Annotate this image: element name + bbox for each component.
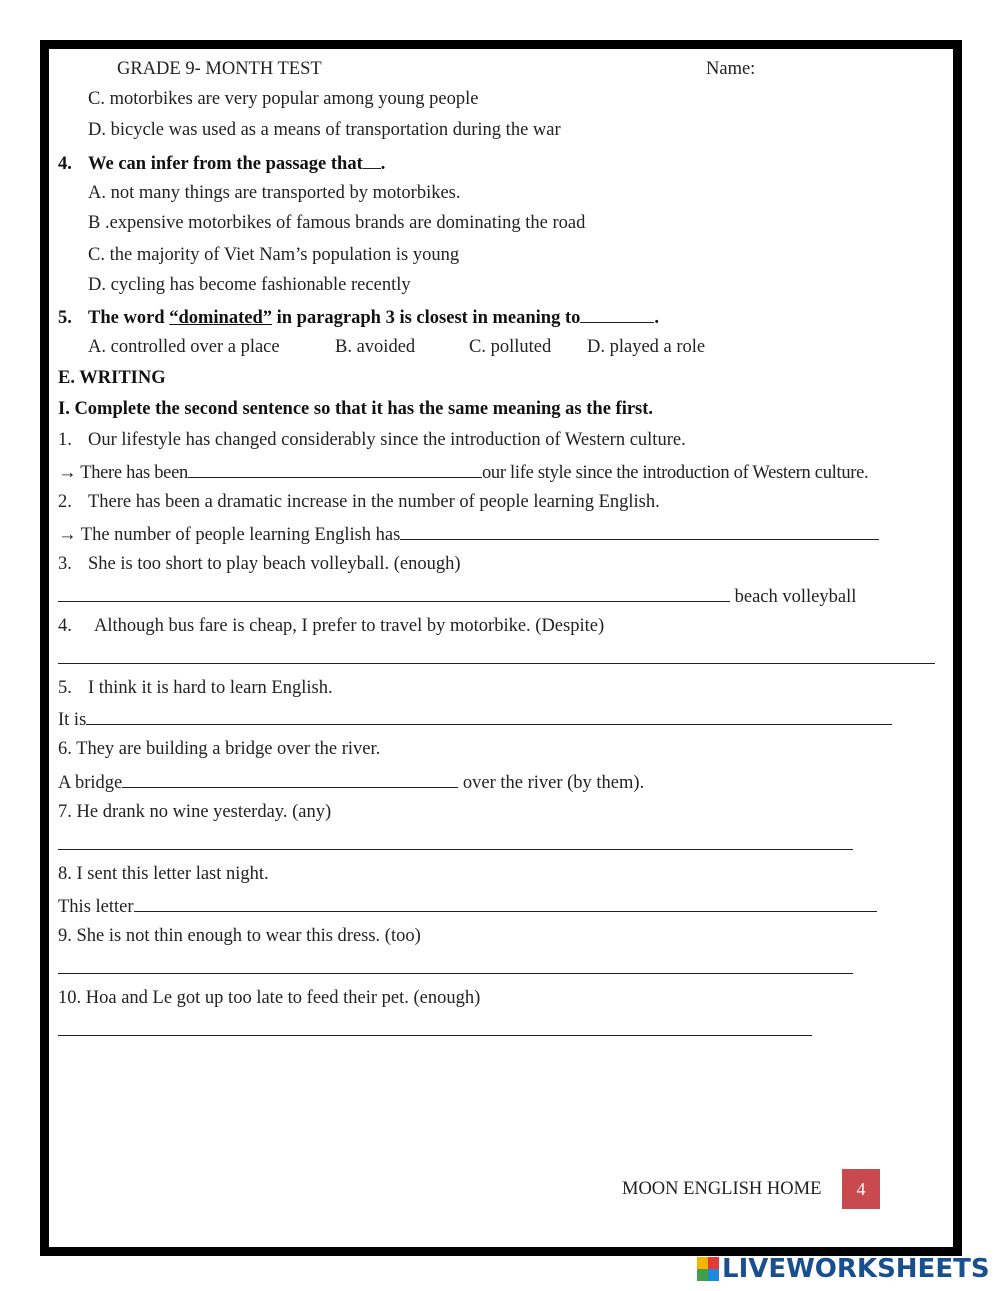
- q4-option-b: B .expensive motorbikes of famous brands are dominating the road: [88, 213, 586, 233]
- question-4: [58, 151, 385, 175]
- question-4-text: We can infer from the passage that: [88, 154, 363, 174]
- item-text: I think it is hard to learn English.: [88, 678, 333, 698]
- writing-item-6: 6. They are building a bridge over the river.: [58, 739, 381, 759]
- item-number: 1.: [58, 430, 72, 450]
- writing-answer-9: [58, 956, 853, 980]
- item-number: 4.: [58, 616, 72, 636]
- answer-blank-6[interactable]: [122, 770, 458, 788]
- writing-answer-8: [58, 894, 877, 918]
- liveworksheets-watermark: [697, 1254, 990, 1284]
- q4-option-a: A. not many things are transported by motorbikes.: [88, 183, 461, 203]
- answer-prompt-pre: A bridge: [58, 773, 123, 793]
- answer-prompt-pre: → There has been: [58, 463, 188, 483]
- answer-blank-8[interactable]: [134, 894, 877, 912]
- answer-blank-7[interactable]: [58, 832, 853, 850]
- writing-answer-1: [58, 460, 868, 484]
- footer-brand: MOON ENGLISH HOME: [622, 1179, 822, 1199]
- question-4-number: 4.: [58, 154, 72, 174]
- question-5: [58, 305, 659, 329]
- q5-option-c: C. polluted: [469, 337, 552, 357]
- writing-item-2: [58, 491, 660, 513]
- q3-option-c: C. motorbikes are very popular among young people: [88, 89, 479, 109]
- q4-option-d: D. cycling has become fashionable recently: [88, 275, 411, 295]
- answer-prompt-pre: This letter: [58, 897, 134, 917]
- item-text: There has been a dramatic increase in the number of people learning English.: [88, 492, 660, 512]
- writing-item-1: [58, 429, 686, 451]
- question-4-end: .: [380, 154, 386, 174]
- page-number-badge: 4: [842, 1169, 880, 1209]
- item-number: 2.: [58, 492, 72, 512]
- answer-blank-4[interactable]: [58, 646, 935, 664]
- writing-item-10: 10. Hoa and Le got up too late to feed their pet. (enough): [58, 988, 481, 1008]
- writing-answer-6: [58, 770, 644, 794]
- item-text: Our lifestyle has changed considerably since the introduction of Western culture.: [88, 430, 686, 450]
- writing-instruction: I. Complete the second sentence so that it has the same meaning as the first.: [58, 399, 654, 419]
- writing-answer-7: [58, 832, 853, 856]
- answer-prompt-pre: → The number of people learning English has: [58, 525, 401, 545]
- writing-answer-4: [58, 646, 935, 670]
- question-5-text-post: in paragraph 3 is closest in meaning to: [272, 308, 581, 328]
- q5-option-a: A. controlled over a place: [88, 337, 280, 357]
- item-number: 3.: [58, 554, 72, 574]
- writing-item-8: 8. I sent this letter last night.: [58, 864, 269, 884]
- writing-answer-5: [58, 707, 892, 731]
- question-5-blank[interactable]: [580, 305, 654, 323]
- question-5-number: 5.: [58, 308, 72, 328]
- answer-prompt-post: over the river (by them).: [462, 773, 645, 793]
- test-title: GRADE 9- MONTH TEST: [117, 59, 322, 79]
- answer-blank-1[interactable]: [188, 460, 482, 478]
- item-text: She is too short to play beach volleyball. (enough): [88, 554, 461, 574]
- writing-answer-3: [58, 584, 856, 608]
- dominated-word: “dominated”: [169, 308, 272, 328]
- q5-option-b: B. avoided: [335, 337, 416, 357]
- liveworksheets-logo-icon: [697, 1257, 719, 1281]
- q3-option-d: D. bicycle was used as a means of transportation during the war: [88, 120, 561, 140]
- name-label: Name:: [706, 59, 756, 79]
- answer-prompt-post: our life style since the introduction of Western culture.: [481, 463, 869, 483]
- writing-item-4: [58, 615, 604, 637]
- question-4-blank[interactable]: [363, 151, 381, 169]
- answer-blank-2[interactable]: [400, 522, 879, 540]
- q4-option-c: C. the majority of Viet Nam’s population is young: [88, 245, 460, 265]
- answer-blank-3[interactable]: [58, 584, 730, 602]
- answer-blank-10[interactable]: [58, 1018, 812, 1036]
- item-number: 5.: [58, 678, 72, 698]
- writing-section-title: E. WRITING: [58, 368, 166, 388]
- answer-prompt-pre: It is: [58, 710, 87, 730]
- question-5-end: .: [654, 308, 659, 328]
- writing-item-9: 9. She is not thin enough to wear this dress. (too): [58, 926, 421, 946]
- writing-item-7: 7. He drank no wine yesterday. (any): [58, 802, 332, 822]
- answer-blank-9[interactable]: [58, 956, 853, 974]
- answer-blank-5[interactable]: [86, 707, 892, 725]
- item-text: Although bus fare is cheap, I prefer to travel by motorbike. (Despite): [94, 616, 605, 636]
- writing-answer-2: [58, 522, 879, 546]
- question-5-text-pre: The word: [88, 308, 170, 328]
- writing-item-3: [58, 553, 461, 575]
- writing-answer-10: [58, 1018, 812, 1042]
- answer-prompt-post: beach volleyball: [734, 587, 857, 607]
- liveworksheets-text: LIVEWORKSHEETS: [722, 1254, 990, 1284]
- writing-item-5: [58, 677, 333, 699]
- q5-option-d: D. played a role: [587, 337, 706, 357]
